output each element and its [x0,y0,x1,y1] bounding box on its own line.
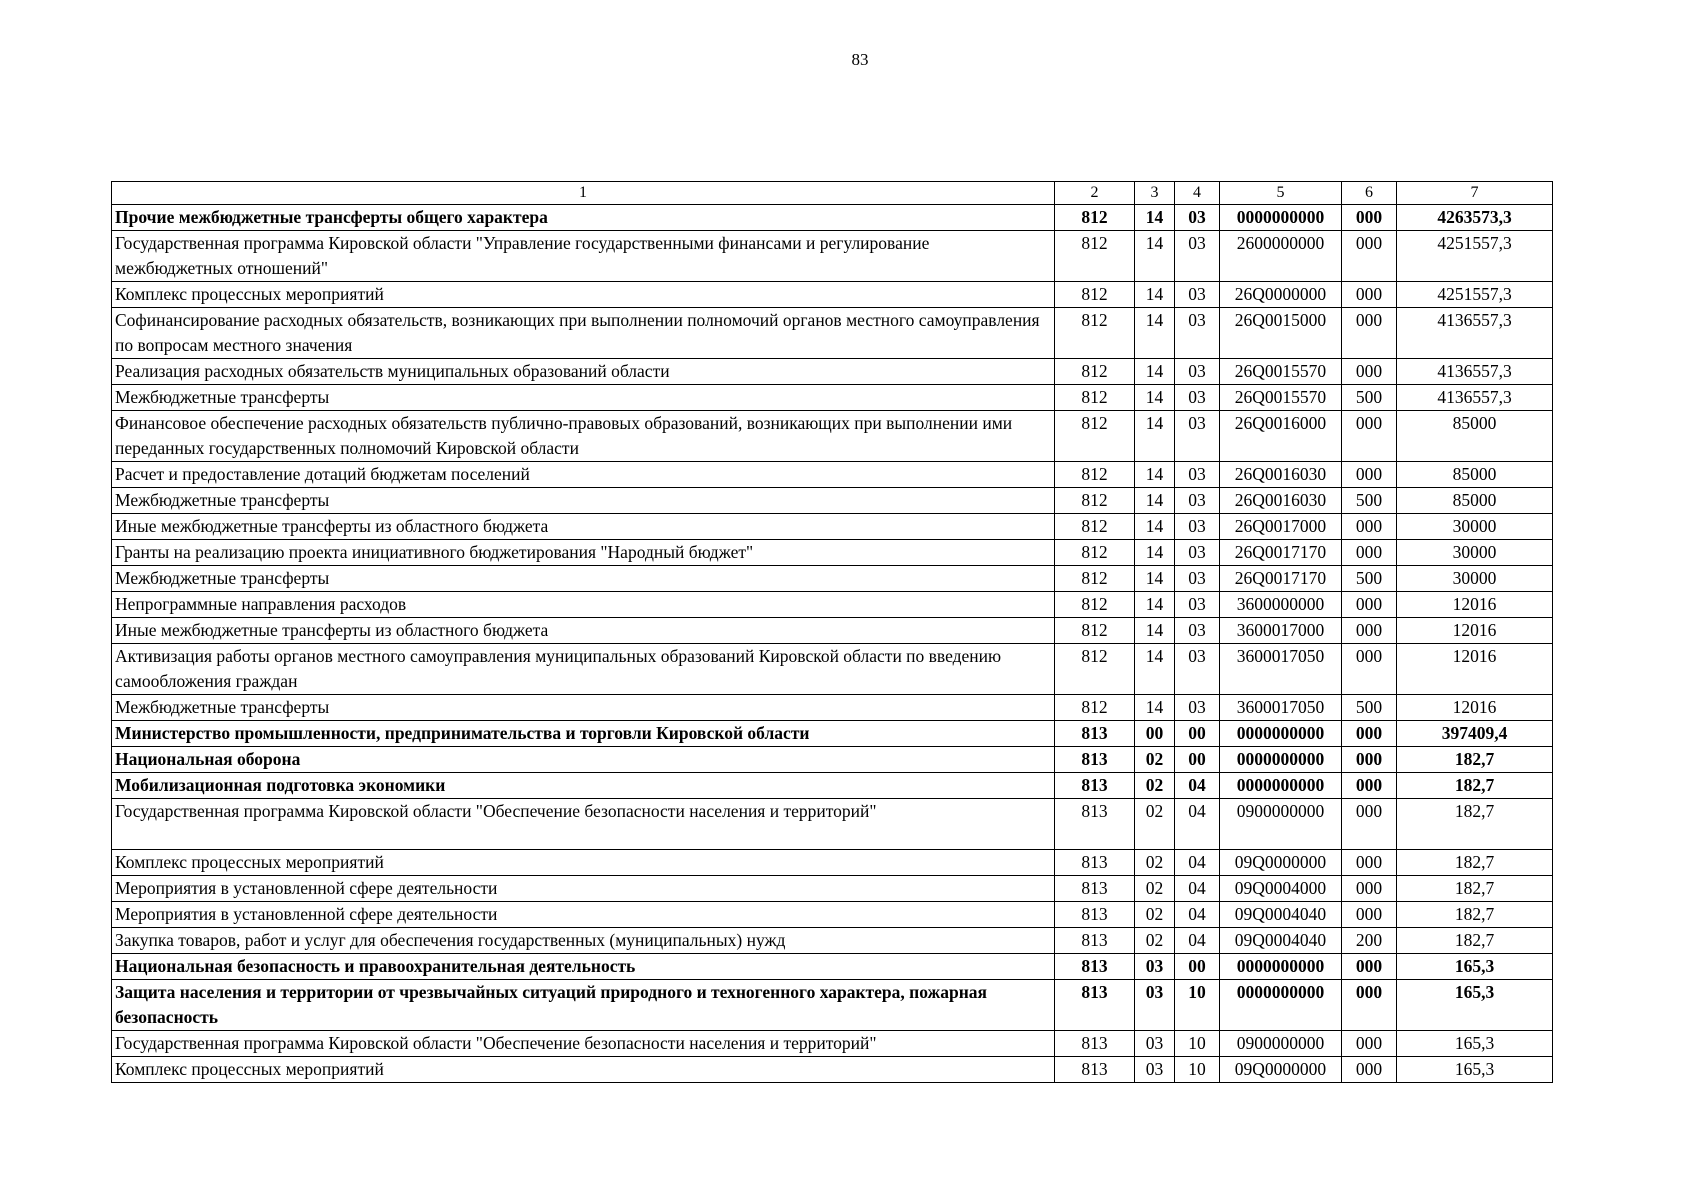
row-subsection-cell: 03 [1175,385,1220,411]
row-type-cell: 500 [1342,488,1397,514]
row-section-cell: 14 [1135,308,1175,359]
row-sum-cell: 182,7 [1397,876,1553,902]
row-subsection-cell: 03 [1175,282,1220,308]
row-code-cell: 813 [1055,928,1135,954]
row-code-cell: 812 [1055,514,1135,540]
row-sum-cell: 182,7 [1397,928,1553,954]
row-subsection-cell: 03 [1175,359,1220,385]
row-type-cell: 000 [1342,205,1397,231]
row-sum-cell: 182,7 [1397,850,1553,876]
row-code-cell: 812 [1055,411,1135,462]
row-subsection-cell: 04 [1175,850,1220,876]
row-name-cell: Финансовое обеспечение расходных обязательств публично-правовых образований, возникающих при выполнении ими переданных государственных полномочий Кировской области [112,411,1055,462]
row-type-cell: 000 [1342,1031,1397,1057]
row-section-cell: 14 [1135,488,1175,514]
row-target-cell: 0000000000 [1220,954,1342,980]
row-sum-cell: 85000 [1397,411,1553,462]
row-subsection-cell: 03 [1175,205,1220,231]
row-code-cell: 812 [1055,359,1135,385]
row-type-cell: 500 [1342,695,1397,721]
row-section-cell: 03 [1135,954,1175,980]
row-code-cell: 813 [1055,747,1135,773]
row-name-cell: Иные межбюджетные трансферты из областного бюджета [112,618,1055,644]
row-type-cell: 000 [1342,618,1397,644]
table-row [112,644,1553,695]
row-code-cell: 813 [1055,980,1135,1031]
row-name-cell: Государственная программа Кировской области "Обеспечение безопасности населения и территорий" [112,799,1055,850]
table-row [112,592,1553,618]
row-subsection-cell: 04 [1175,773,1220,799]
row-section-cell: 02 [1135,773,1175,799]
row-section-cell: 14 [1135,540,1175,566]
row-target-cell: 0000000000 [1220,980,1342,1031]
row-subsection-cell: 03 [1175,308,1220,359]
table-row [112,980,1553,1031]
row-code-cell: 813 [1055,902,1135,928]
row-sum-cell: 4136557,3 [1397,385,1553,411]
row-name-cell: Комплекс процессных мероприятий [112,282,1055,308]
table-row [112,308,1553,359]
row-type-cell: 000 [1342,231,1397,282]
budget-table [111,181,1553,1083]
row-type-cell: 000 [1342,980,1397,1031]
row-type-cell: 200 [1342,928,1397,954]
row-section-cell: 03 [1135,1031,1175,1057]
table-row [112,540,1553,566]
row-sum-cell: 12016 [1397,644,1553,695]
row-type-cell: 000 [1342,773,1397,799]
row-code-cell: 812 [1055,462,1135,488]
row-target-cell: 0000000000 [1220,747,1342,773]
row-sum-cell: 30000 [1397,566,1553,592]
row-name-cell: Защита населения и территории от чрезвычайных ситуаций природного и техногенного характера, пожарная безопасность [112,980,1055,1031]
row-section-cell: 14 [1135,644,1175,695]
row-name-cell: Межбюджетные трансферты [112,385,1055,411]
header-cell: 7 [1397,182,1553,205]
row-subsection-cell: 03 [1175,488,1220,514]
row-subsection-cell: 00 [1175,954,1220,980]
table-row [112,695,1553,721]
row-sum-cell: 4136557,3 [1397,359,1553,385]
row-name-cell: Закупка товаров, работ и услуг для обеспечения государственных (муниципальных) нужд [112,928,1055,954]
row-sum-cell: 12016 [1397,592,1553,618]
table-row [112,799,1553,850]
header-cell: 4 [1175,182,1220,205]
row-target-cell: 0900000000 [1220,1031,1342,1057]
row-type-cell: 000 [1342,902,1397,928]
row-target-cell: 3600000000 [1220,592,1342,618]
row-sum-cell: 85000 [1397,462,1553,488]
row-type-cell: 000 [1342,876,1397,902]
row-subsection-cell: 03 [1175,231,1220,282]
table-row [112,566,1553,592]
row-code-cell: 812 [1055,231,1135,282]
row-type-cell: 000 [1342,308,1397,359]
row-type-cell: 000 [1342,954,1397,980]
row-target-cell: 09Q0004000 [1220,876,1342,902]
row-code-cell: 812 [1055,566,1135,592]
row-section-cell: 14 [1135,359,1175,385]
row-name-cell: Софинансирование расходных обязательств, возникающих при выполнении полномочий органов местного самоуправления по вопросам местного значения [112,308,1055,359]
table-row [112,1057,1553,1083]
row-type-cell: 000 [1342,799,1397,850]
row-sum-cell: 165,3 [1397,1057,1553,1083]
row-target-cell: 0000000000 [1220,205,1342,231]
table-row [112,773,1553,799]
row-name-cell: Гранты на реализацию проекта инициативного бюджетирования "Народный бюджет" [112,540,1055,566]
row-sum-cell: 30000 [1397,540,1553,566]
row-subsection-cell: 10 [1175,980,1220,1031]
row-subsection-cell: 03 [1175,618,1220,644]
table-row [112,385,1553,411]
row-code-cell: 812 [1055,644,1135,695]
row-type-cell: 000 [1342,644,1397,695]
row-target-cell: 0900000000 [1220,799,1342,850]
row-name-cell: Межбюджетные трансферты [112,566,1055,592]
row-code-cell: 813 [1055,876,1135,902]
row-sum-cell: 165,3 [1397,954,1553,980]
table-row [112,850,1553,876]
row-target-cell: 09Q0004040 [1220,902,1342,928]
row-section-cell: 14 [1135,462,1175,488]
table-row [112,954,1553,980]
row-code-cell: 812 [1055,592,1135,618]
row-code-cell: 813 [1055,773,1135,799]
row-type-cell: 000 [1342,721,1397,747]
row-type-cell: 500 [1342,385,1397,411]
row-name-cell: Межбюджетные трансферты [112,488,1055,514]
row-type-cell: 000 [1342,359,1397,385]
row-name-cell: Иные межбюджетные трансферты из областного бюджета [112,514,1055,540]
row-target-cell: 26Q0016000 [1220,411,1342,462]
row-code-cell: 813 [1055,850,1135,876]
row-type-cell: 000 [1342,462,1397,488]
table-header-row [112,182,1553,205]
row-section-cell: 00 [1135,721,1175,747]
table-row [112,1031,1553,1057]
table-row [112,514,1553,540]
row-type-cell: 000 [1342,514,1397,540]
row-name-cell: Государственная программа Кировской области "Обеспечение безопасности населения и территорий" [112,1031,1055,1057]
row-sum-cell: 397409,4 [1397,721,1553,747]
row-name-cell: Активизация работы органов местного самоуправления муниципальных образований Кировской области по введению самообложения граждан [112,644,1055,695]
table-row [112,359,1553,385]
row-section-cell: 14 [1135,385,1175,411]
row-name-cell: Расчет и предоставление дотаций бюджетам поселений [112,462,1055,488]
row-name-cell: Министерство промышленности, предпринимательства и торговли Кировской области [112,721,1055,747]
row-section-cell: 02 [1135,850,1175,876]
table-row [112,876,1553,902]
row-subsection-cell: 03 [1175,566,1220,592]
row-name-cell: Реализация расходных обязательств муниципальных образований области [112,359,1055,385]
table-row [112,928,1553,954]
row-subsection-cell: 04 [1175,799,1220,850]
row-target-cell: 09Q0004040 [1220,928,1342,954]
row-type-cell: 000 [1342,1057,1397,1083]
page-number: 83 [851,50,869,69]
row-code-cell: 813 [1055,954,1135,980]
row-code-cell: 813 [1055,1057,1135,1083]
table-row [112,488,1553,514]
table-row [112,902,1553,928]
row-code-cell: 812 [1055,695,1135,721]
row-subsection-cell: 03 [1175,644,1220,695]
row-section-cell: 02 [1135,747,1175,773]
row-target-cell: 2600000000 [1220,231,1342,282]
row-section-cell: 02 [1135,902,1175,928]
row-subsection-cell: 03 [1175,540,1220,566]
row-target-cell: 3600017050 [1220,644,1342,695]
row-section-cell: 14 [1135,566,1175,592]
row-name-cell: Непрограммные направления расходов [112,592,1055,618]
row-target-cell: 26Q0017170 [1220,540,1342,566]
row-name-cell: Комплекс процессных мероприятий [112,1057,1055,1083]
row-code-cell: 812 [1055,540,1135,566]
row-section-cell: 14 [1135,592,1175,618]
table-row [112,205,1553,231]
header-cell: 1 [112,182,1055,205]
row-subsection-cell: 10 [1175,1057,1220,1083]
row-target-cell: 26Q0017000 [1220,514,1342,540]
row-sum-cell: 165,3 [1397,980,1553,1031]
table-row [112,462,1553,488]
row-subsection-cell: 03 [1175,695,1220,721]
row-name-cell: Национальная оборона [112,747,1055,773]
row-target-cell: 3600017000 [1220,618,1342,644]
row-name-cell: Мобилизационная подготовка экономики [112,773,1055,799]
row-subsection-cell: 03 [1175,411,1220,462]
row-section-cell: 14 [1135,695,1175,721]
row-section-cell: 02 [1135,799,1175,850]
row-sum-cell: 85000 [1397,488,1553,514]
row-code-cell: 812 [1055,308,1135,359]
row-subsection-cell: 04 [1175,928,1220,954]
row-sum-cell: 182,7 [1397,799,1553,850]
row-name-cell: Мероприятия в установленной сфере деятельности [112,876,1055,902]
table-row [112,721,1553,747]
row-target-cell: 26Q0017170 [1220,566,1342,592]
row-code-cell: 812 [1055,282,1135,308]
row-code-cell: 813 [1055,1031,1135,1057]
row-code-cell: 813 [1055,721,1135,747]
row-target-cell: 26Q0000000 [1220,282,1342,308]
row-section-cell: 02 [1135,876,1175,902]
row-section-cell: 14 [1135,514,1175,540]
row-target-cell: 0000000000 [1220,773,1342,799]
row-section-cell: 03 [1135,980,1175,1031]
header-cell: 6 [1342,182,1397,205]
row-sum-cell: 4251557,3 [1397,231,1553,282]
row-subsection-cell: 00 [1175,747,1220,773]
row-section-cell: 14 [1135,411,1175,462]
row-sum-cell: 12016 [1397,695,1553,721]
row-sum-cell: 4136557,3 [1397,308,1553,359]
row-target-cell: 09Q0000000 [1220,850,1342,876]
row-section-cell: 03 [1135,1057,1175,1083]
row-name-cell: Комплекс процессных мероприятий [112,850,1055,876]
row-type-cell: 000 [1342,411,1397,462]
row-sum-cell: 30000 [1397,514,1553,540]
row-subsection-cell: 00 [1175,721,1220,747]
row-section-cell: 02 [1135,928,1175,954]
row-target-cell: 26Q0015570 [1220,359,1342,385]
row-name-cell: Межбюджетные трансферты [112,695,1055,721]
table-row [112,618,1553,644]
row-subsection-cell: 03 [1175,592,1220,618]
table-row [112,282,1553,308]
row-section-cell: 14 [1135,231,1175,282]
row-subsection-cell: 03 [1175,514,1220,540]
row-subsection-cell: 04 [1175,902,1220,928]
row-name-cell: Мероприятия в установленной сфере деятельности [112,902,1055,928]
row-sum-cell: 182,7 [1397,773,1553,799]
row-target-cell: 26Q0016030 [1220,462,1342,488]
row-target-cell: 09Q0000000 [1220,1057,1342,1083]
row-code-cell: 813 [1055,799,1135,850]
row-type-cell: 000 [1342,592,1397,618]
header-cell: 5 [1220,182,1342,205]
row-subsection-cell: 10 [1175,1031,1220,1057]
row-target-cell: 3600017050 [1220,695,1342,721]
row-type-cell: 000 [1342,282,1397,308]
row-section-cell: 14 [1135,282,1175,308]
row-type-cell: 500 [1342,566,1397,592]
row-name-cell: Прочие межбюджетные трансферты общего характера [112,205,1055,231]
row-section-cell: 14 [1135,618,1175,644]
row-sum-cell: 4263573,3 [1397,205,1553,231]
row-target-cell: 26Q0016030 [1220,488,1342,514]
row-sum-cell: 182,7 [1397,902,1553,928]
row-subsection-cell: 03 [1175,462,1220,488]
row-code-cell: 812 [1055,488,1135,514]
row-type-cell: 000 [1342,850,1397,876]
row-target-cell: 26Q0015570 [1220,385,1342,411]
row-sum-cell: 12016 [1397,618,1553,644]
table-row [112,747,1553,773]
table-row [112,411,1553,462]
row-code-cell: 812 [1055,385,1135,411]
row-type-cell: 000 [1342,540,1397,566]
table-row [112,231,1553,282]
row-subsection-cell: 04 [1175,876,1220,902]
row-name-cell: Национальная безопасность и правоохранительная деятельность [112,954,1055,980]
row-sum-cell: 4251557,3 [1397,282,1553,308]
row-section-cell: 14 [1135,205,1175,231]
row-sum-cell: 165,3 [1397,1031,1553,1057]
row-code-cell: 812 [1055,618,1135,644]
header-cell: 2 [1055,182,1135,205]
row-type-cell: 000 [1342,747,1397,773]
row-target-cell: 26Q0015000 [1220,308,1342,359]
row-target-cell: 0000000000 [1220,721,1342,747]
row-sum-cell: 182,7 [1397,747,1553,773]
header-cell: 3 [1135,182,1175,205]
row-name-cell: Государственная программа Кировской области "Управление государственными финансами и регулирование межбюджетных отношений" [112,231,1055,282]
row-code-cell: 812 [1055,205,1135,231]
